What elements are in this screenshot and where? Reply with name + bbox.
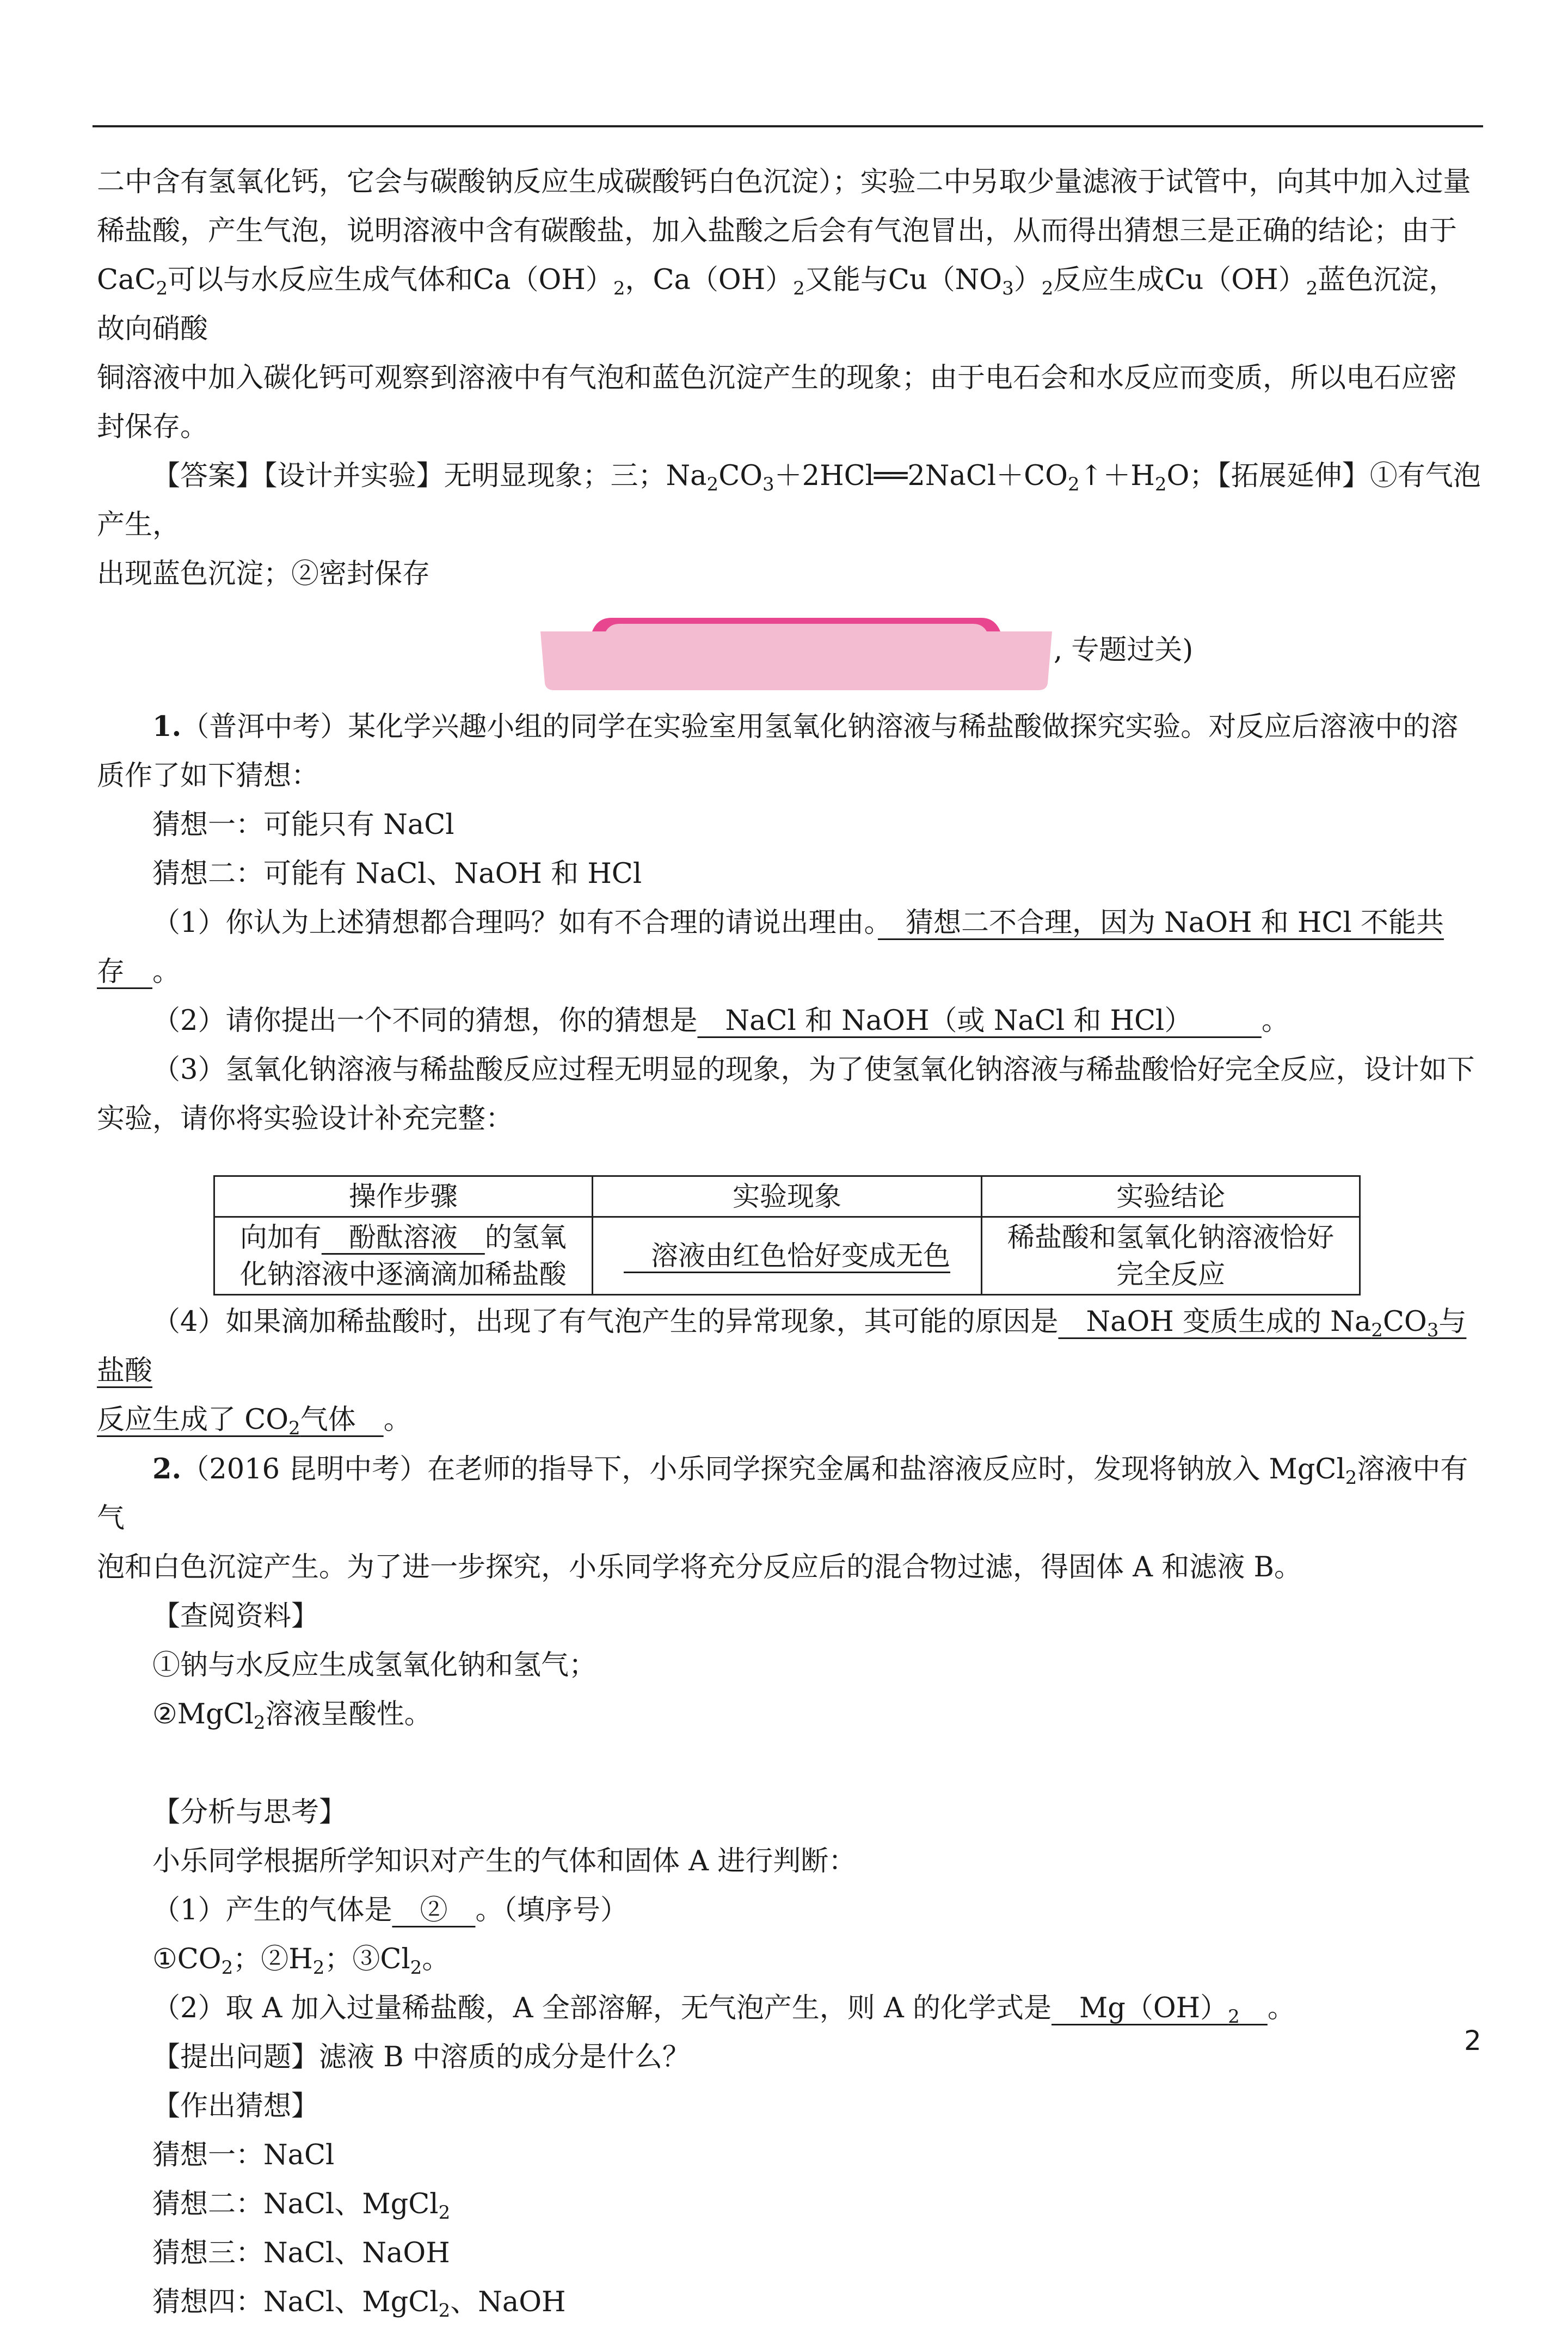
sub-question: （2）请你提出一个不同的猜想，你的猜想是 NaCl 和 NaOH（或 NaCl 和 HCl） 。 (152, 1005, 1289, 1037)
lookup-item: ②MgCl$_2$溶液呈酸性。 (152, 1698, 432, 1734)
answer-paragraph: 【答案】【设计并实验】无明显现象；三；$Na_2CO_3+2HCl══2NaCl+CO_2↑+H_2O$；【拓展延伸】①有气泡产生， (97, 460, 1481, 541)
table-header: 实验结论 (982, 1176, 1360, 1217)
answer-blank: 反应生成了 $CO_2$气体 (97, 1404, 384, 1439)
sub-question: （3）氢氧化钠溶液与稀盐酸反应过程无明显的现象，为了使氢氧化钠溶液与稀盐酸恰好完全反应，设计如下 (152, 1054, 1475, 1086)
sub-question: （1）产生的气体是 ② 。（填序号） (152, 1894, 628, 1926)
table-header: 操作步骤 (214, 1176, 593, 1217)
intro-line: 二中含有氢氧化钙，它会与碳酸钠反应生成碳酸钙白色沉淀）；实验二中另取少量滤液于试管中，向其中加入过量 (97, 166, 1471, 198)
question-2-title: 2.（2016 昆明中考）在老师的指导下，小乐同学探究金属和盐溶液反应时，发现将钠放入 MgCl$_2$溶液中有气 (97, 1453, 1468, 1534)
question-2-title: 泡和白色沉淀产生。为了进一步探究，小乐同学将充分反应后的混合物过滤，得固体 A 和滤液 B。 (97, 1551, 1302, 1583)
table-header: 实验现象 (592, 1176, 982, 1217)
answer-blank: 溶液由红色恰好变成无色 (623, 1240, 950, 1272)
analysis-intro: 小乐同学根据所学知识对产生的气体和固体 A 进行判断： (152, 1845, 857, 1877)
lookup-item: ①钠与水反应生成氢氧化钠和氢气； (152, 1649, 597, 1681)
table-row (214, 1217, 1360, 1295)
answer-paragraph: 出现蓝色沉淀；②密封保存 (97, 558, 431, 590)
document-body (97, 158, 1482, 2327)
question-line: 【提出问题】滤液 B 中溶质的成分是什么？ (152, 2041, 690, 2073)
question-1-title: 质作了如下猜想： (97, 760, 319, 792)
answer-blank: $Mg(OH)_2$ (1052, 1992, 1240, 2028)
answer-blank: 猜想二不合理，因为 NaOH 和 HCl 不能共 (877, 907, 1444, 939)
guess-line: 猜想一：可能只有 NaCl (152, 809, 454, 841)
table-cell: 稀盐酸和氢氧化钠溶液恰好 完全反应 (982, 1217, 1360, 1295)
section-banner (97, 604, 1482, 702)
guess-line: 猜想二：可能有 NaCl、NaOH 和 HCl (152, 858, 642, 890)
intro-line: 稀盐酸，产生气泡，说明溶液中含有碳酸盐，加入盐酸之后会有气泡冒出，从而得出猜想三是正确的结论；由于 (97, 215, 1458, 247)
intro-line: 封保存。 (97, 411, 208, 443)
table-cell: 向加有 酚酞溶液 的氢氧 化钠溶液中逐滴滴加稀盐酸 (214, 1217, 593, 1295)
table-header-row (214, 1176, 1360, 1217)
intro-line: 铜溶液中加入碳化钙可观察到溶液中有气泡和蓝色沉淀产生的现象；由于电石会和水反应而变质，所以电石应密 (97, 362, 1458, 394)
section-head: 【查阅资料】 (152, 1600, 319, 1632)
page-number: 2 (1464, 2025, 1481, 2056)
section-title: , 专题过关) (1054, 634, 1194, 666)
guess-line: 猜想二：NaCl、MgCl$_2$ (152, 2188, 451, 2224)
sub-question: 实验，请你将实验设计补充完整： (97, 1103, 514, 1135)
table-cell (592, 1217, 982, 1295)
answer-blank: 存 (97, 956, 153, 988)
sub-question: （1）你认为上述猜想都合理吗？如有不合理的请说出理由。 猜想二不合理，因为 NaOH 和 HCl 不能共 (152, 907, 1444, 939)
guess-line: 猜想四：NaCl、MgCl$_2$、NaOH (152, 2286, 566, 2322)
guess-line: 猜想三：NaCl、NaOH (152, 2237, 450, 2269)
guess-line: 猜想一：NaCl (152, 2139, 335, 2171)
answer-blank: 酚酞溶液 (321, 1221, 485, 1253)
answer-blank: ② (392, 1894, 476, 1926)
options-line: $①CO_2$；$②H_2$；$③Cl_2$。 (152, 1943, 450, 1979)
section-head: 【作出猜想】 (152, 2090, 319, 2122)
section-head: 【分析与思考】 (152, 1796, 347, 1828)
intro-line: CaC$_2$可以与水反应生成气体和$Ca(OH)_2$，$Ca(OH)_2$又能与$Cu(NO_3)_2$反应生成$Cu(OH)_2$蓝色沉淀，故向硝酸 (97, 264, 1457, 345)
sub-question: 存 。 (97, 956, 181, 988)
answer-blank: NaOH 变质生成的 $Na_2CO_3$与盐酸 (97, 1306, 1467, 1387)
experiment-table (213, 1175, 1361, 1295)
answer-blank: NaCl 和 NaOH（或 NaCl 和 HCl） (697, 1005, 1262, 1037)
sub-question: 反应生成了 $CO_2$气体 。 (97, 1404, 411, 1439)
sub-question: （2）取 A 加入过量稀盐酸，A 全部溶解，无气泡产生，则 A 的化学式是 $Mg(OH)_2$ 。 (152, 1992, 1295, 2028)
sub-question: （4）如果滴加稀盐酸时，出现了有气泡产生的异常现象，其可能的原因是 NaOH 变质生成的 $Na_2CO_3$与盐酸 (97, 1306, 1467, 1387)
banner-ribbon-icon (540, 615, 1052, 691)
question-1-title: 1.（普洱中考）某化学兴趣小组的同学在实验室用氢氧化钠溶液与稀盐酸做探究实验。对反应后溶液中的溶 (152, 710, 1459, 743)
header-rule (93, 125, 1483, 127)
